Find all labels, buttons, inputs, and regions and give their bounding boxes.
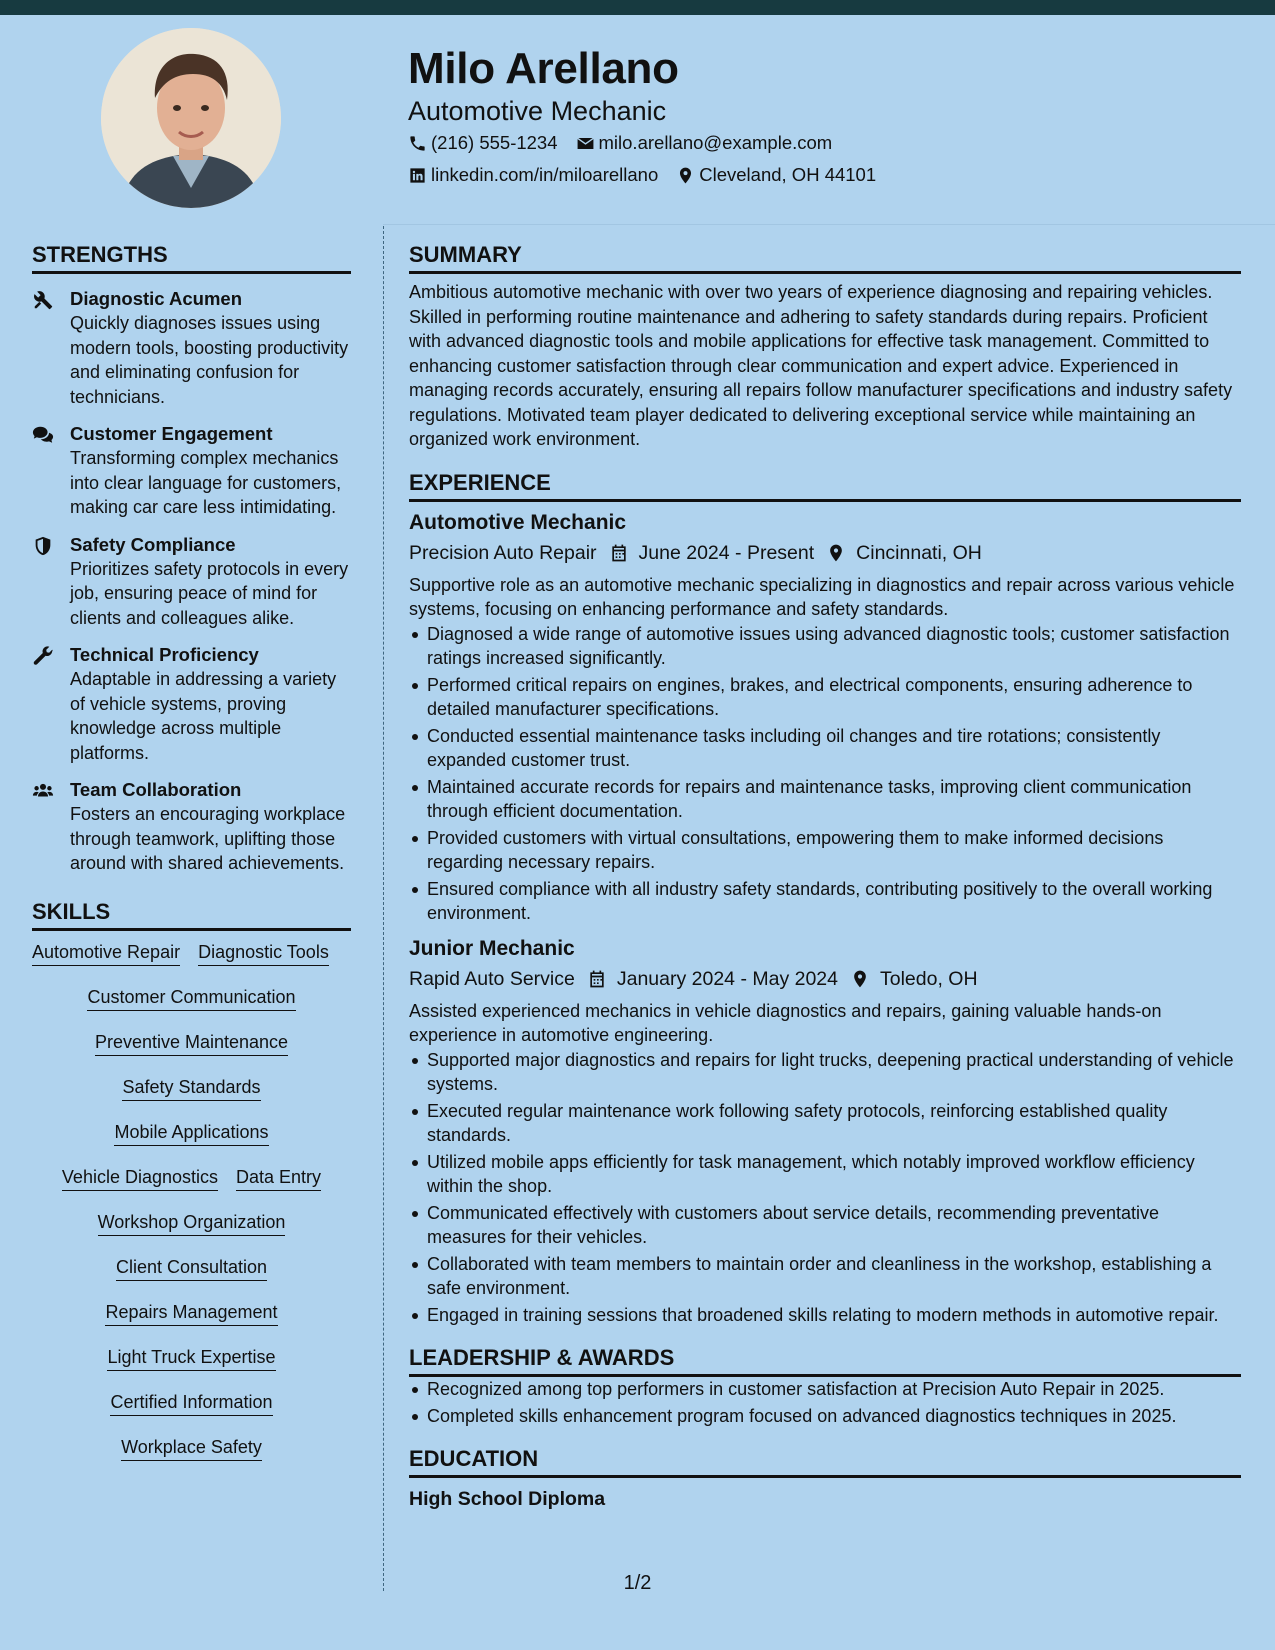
- bullet-item: Ensured compliance with all industry safety standards, contributing positively to the overall working environment.: [409, 877, 1241, 926]
- summary-text: Ambitious automotive mechanic with over two years of experience diagnosing and repairing vehicles. Skilled in performing routine maintenance and adhering to safety standards during repairs. Proficient with advanced diagnostic tools and mobile applications for effective task management. Committed to enhancing customer satisfaction through clear communication and expert advice. Experienced in managing records accurately, ensuring all repairs follow manufacturer specifications and industry safety regulations. Motivated team player dedicated to delivering exceptional service while maintaining an organized work environment.: [409, 282, 1233, 449]
- linkedin-icon: [408, 166, 427, 185]
- job-title: Automotive Mechanic: [409, 510, 627, 534]
- awards-list: [409, 1377, 1241, 1428]
- job-location: Cincinnati, OH: [856, 541, 982, 564]
- job-title: Junior Mechanic: [409, 936, 575, 960]
- award-item: Completed skills enhancement program focused on advanced diagnostics techniques in 2025.: [409, 1404, 1241, 1429]
- strength-name: Team Collaboration: [70, 779, 242, 800]
- strength-desc: Adaptable in addressing a variety of vehicle systems, proving knowledge across multiple platforms.: [70, 669, 337, 763]
- strength-name: Technical Proficiency: [70, 644, 259, 665]
- contact-phone[interactable]: [408, 127, 558, 159]
- skill-tag: Customer Communication: [87, 984, 295, 1011]
- bullet-item: Provided customers with virtual consultations, empowering them to make informed decisions regarding necessary repairs.: [409, 826, 1241, 875]
- skill-tag: Vehicle Diagnostics: [62, 1164, 218, 1191]
- strengths-title: STRENGTHS: [32, 241, 351, 274]
- strength-name: Customer Engagement: [70, 423, 273, 444]
- experience-title: EXPERIENCE: [409, 469, 1241, 502]
- job-dates: January 2024 - May 2024: [616, 967, 838, 990]
- wrench-icon: [32, 645, 54, 667]
- avatar-portrait-icon: [101, 28, 281, 208]
- job-bullets: [409, 622, 1241, 926]
- bullet-item: Maintained accurate records for repairs and maintenance tasks, improving client communication through efficient documentation.: [409, 775, 1241, 824]
- strength-item: [32, 533, 351, 631]
- skills-list: [32, 931, 351, 1479]
- right-column: [409, 241, 1241, 1512]
- job-meta: [409, 537, 1241, 569]
- map-pin-icon: [676, 166, 695, 185]
- bullet-item: Diagnosed a wide range of automotive issues using advanced diagnostic tools; customer satisfaction ratings increased significantly.: [409, 622, 1241, 671]
- skill-tag: Preventive Maintenance: [95, 1029, 288, 1056]
- linkedin-text: linkedin.com/in/miloarellano: [431, 164, 659, 185]
- bullet-item: Performed critical repairs on engines, brakes, and electrical components, ensuring adherence to detailed manufacturer specifications.: [409, 673, 1241, 722]
- skill-tag: Workshop Organization: [98, 1209, 286, 1236]
- bullet-item: Utilized mobile apps efficiently for task management, which notably improved workflow efficiency within the shop.: [409, 1150, 1241, 1199]
- skills-title: SKILLS: [32, 898, 351, 931]
- skill-tag: Certified Information: [110, 1389, 272, 1416]
- strength-desc: Fosters an encouraging workplace through teamwork, uplifting those around with shared achievements.: [70, 804, 346, 873]
- phone-icon: [408, 134, 427, 153]
- contact-info: [408, 127, 1248, 191]
- strength-item: [32, 287, 351, 409]
- contact-linkedin[interactable]: [408, 159, 658, 191]
- page-number: 1/2: [623, 1572, 652, 1594]
- location-text: Cleveland, OH 44101: [699, 164, 877, 185]
- left-column: [32, 241, 351, 1479]
- education-item: High School Diploma: [409, 1488, 606, 1510]
- bullet-item: Engaged in training sessions that broadened skills relating to modern methods in automotive repair.: [409, 1303, 1241, 1328]
- education-title: EDUCATION: [409, 1445, 1241, 1478]
- job-meta: [409, 963, 1241, 995]
- summary-title: SUMMARY: [409, 241, 1241, 274]
- award-item: Recognized among top performers in customer satisfaction at Precision Auto Repair in 2025.: [409, 1377, 1241, 1402]
- map-pin-icon: [850, 969, 870, 989]
- profile-photo: [101, 28, 281, 208]
- tools-icon: [32, 289, 54, 311]
- candidate-name: Milo Arellano: [408, 44, 679, 93]
- job-location: Toledo, OH: [880, 967, 978, 990]
- strength-desc: Transforming complex mechanics into clear language for customers, making car care less intimidating.: [70, 448, 342, 517]
- email-text: milo.arellano@example.com: [598, 132, 833, 153]
- comments-icon: [32, 424, 54, 446]
- users-icon: [32, 780, 54, 802]
- job-company: Rapid Auto Service: [409, 967, 575, 990]
- strength-name: Safety Compliance: [70, 533, 236, 555]
- bullet-item: Conducted essential maintenance tasks including oil changes and tire rotations; consistently expanded customer trust.: [409, 724, 1241, 773]
- resume-header: [408, 40, 1248, 191]
- calendar-icon: [587, 969, 607, 989]
- column-divider: [383, 226, 384, 1591]
- calendar-icon: [609, 543, 629, 563]
- skill-tag: Client Consultation: [116, 1254, 267, 1281]
- bullet-item: Executed regular maintenance work following safety protocols, reinforcing established quality standards.: [409, 1099, 1241, 1148]
- skill-tag: Workplace Safety: [121, 1434, 262, 1461]
- skill-tag: Automotive Repair: [32, 939, 180, 966]
- skill-tag: Mobile Applications: [114, 1119, 268, 1146]
- phone-text: (216) 555-1234: [431, 132, 558, 153]
- skill-tag: Diagnostic Tools: [198, 939, 329, 966]
- map-pin-icon: [826, 543, 846, 563]
- job-entry: [409, 509, 1241, 926]
- envelope-icon: [576, 134, 595, 153]
- job-bullets: [409, 1048, 1241, 1328]
- strength-item: [32, 643, 351, 765]
- job-company: Precision Auto Repair: [409, 541, 597, 564]
- strength-desc: Prioritizes safety protocols in every job, ensuring peace of mind for clients and colleagues alike.: [70, 558, 349, 628]
- bullet-item: Collaborated with team members to maintain order and cleanliness in the workshop, establishing a safe environment.: [409, 1252, 1241, 1301]
- job-dates: June 2024 - Present: [638, 541, 815, 564]
- job-entry: [409, 935, 1241, 1328]
- skill-tag: Safety Standards: [122, 1074, 260, 1101]
- strength-item: [32, 422, 351, 520]
- bullet-item: Communicated effectively with customers about service details, recommending preventative measures for their vehicles.: [409, 1201, 1241, 1250]
- candidate-title: Automotive Mechanic: [408, 96, 667, 126]
- awards-title: LEADERSHIP & AWARDS: [409, 1344, 1241, 1377]
- bullet-item: Supported major diagnostics and repairs for light trucks, deepening practical understanding of vehicle systems.: [409, 1048, 1241, 1097]
- strength-desc: Quickly diagnoses issues using modern tools, boosting productivity and eliminating confusion for technicians.: [70, 313, 349, 407]
- header-divider: [383, 224, 1275, 225]
- top-accent-bar: [0, 0, 1275, 15]
- contact-email[interactable]: [576, 127, 833, 159]
- job-description: Supportive role as an automotive mechanic specializing in diagnostics and repair across various vehicle systems, focusing on enhancing performance and safety standards.: [409, 574, 1235, 619]
- strength-item: [32, 778, 351, 876]
- skill-tag: Repairs Management: [105, 1299, 277, 1326]
- skill-tag: Data Entry: [236, 1164, 321, 1191]
- job-description: Assisted experienced mechanics in vehicle diagnostics and repairs, gaining valuable hands-on experience in automotive engineering.: [409, 1000, 1162, 1045]
- skill-tag: Light Truck Expertise: [107, 1344, 275, 1371]
- strength-name: Diagnostic Acumen: [70, 288, 243, 309]
- shield-icon: [32, 535, 54, 557]
- contact-location: [676, 159, 876, 191]
